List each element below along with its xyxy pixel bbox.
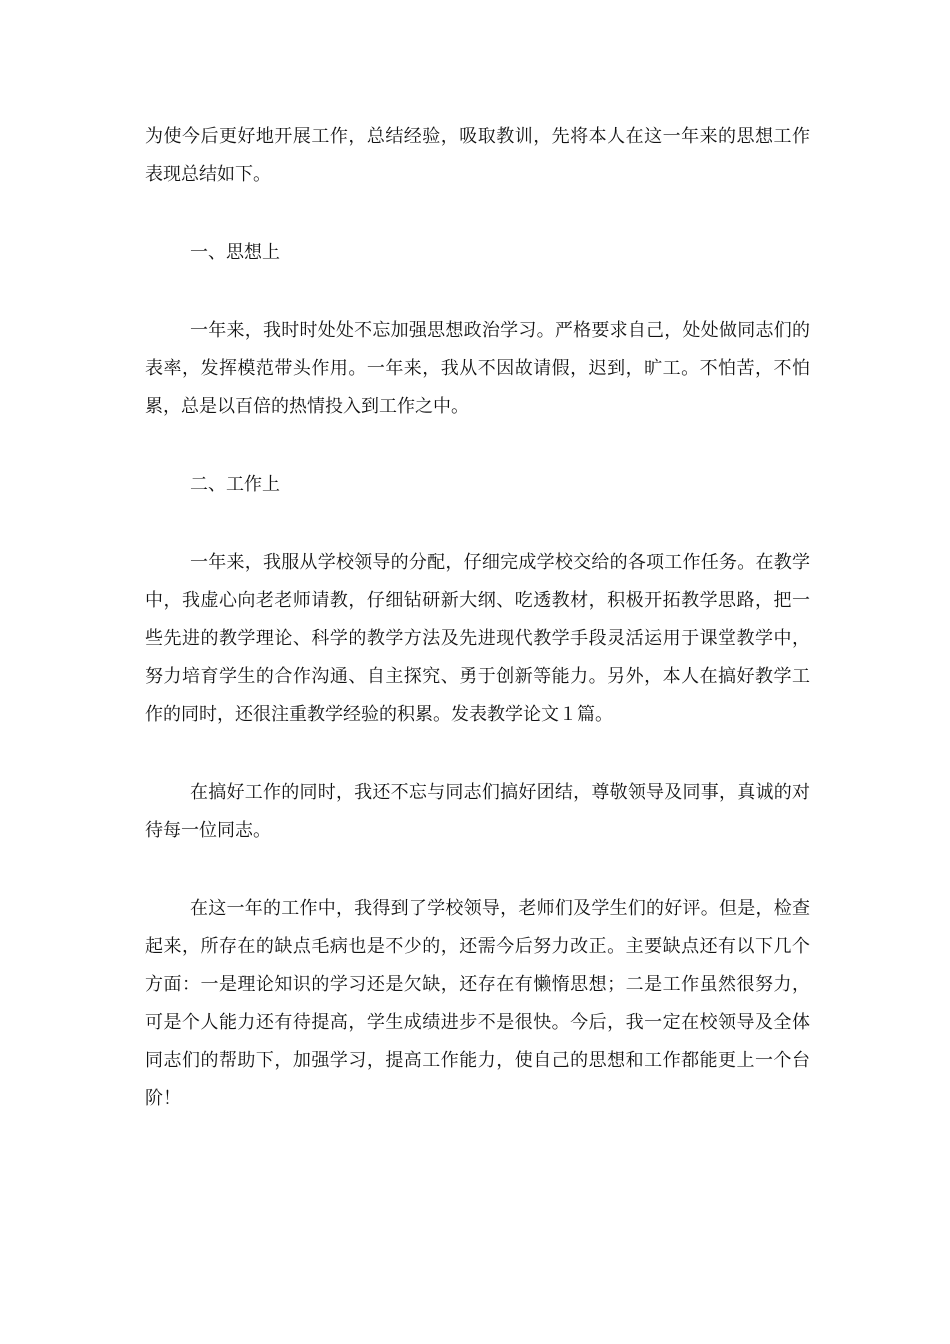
conclusion-paragraph: 在这一年的工作中，我得到了学校领导，老师们及学生们的好评。但是，检查起来，所存在的缺点毛病也是不少的，还需今后努力改正。主要缺点还有以下几个方面：一是理论知识的学习还是欠缺，还存在有懒惰思想；二是工作虽然很努力，可是个人能力还有待提高，学生成绩进步不是很快。今后，我一定在校领导及全体同志们的帮助下，加强学习，提高工作能力，使自己的思想和工作都能更上一个台阶！	[145, 898, 810, 1109]
section-body-thought: 一年来，我时时处处不忘加强思想政治学习。严格要求自己，处处做同志们的表率，发挥模范带头作用。一年来，我从不因故请假，迟到，旷工。不怕苦，不怕累，总是以百倍的热情投入到工作之中。	[145, 320, 810, 417]
unity-paragraph: 在搞好工作的同时，我还不忘与同志们搞好团结，尊敬领导及同事，真诚的对待每一位同志。	[145, 782, 810, 841]
document-page	[145, 118, 810, 1158]
intro-paragraph: 为使今后更好地开展工作，总结经验，吸取教训，先将本人在这一年来的思想工作表现总结如下。	[145, 126, 810, 185]
section-body-work: 一年来，我服从学校领导的分配，仔细完成学校交给的各项工作任务。在教学中，我虚心向老老师请教，仔细钻研新大纲、吃透教材，积极开拓教学思路，把一些先进的教学理论、科学的教学方法及先进现代教学手段灵活运用于课堂教学中，努力培育学生的合作沟通、自主探究、勇于创新等能力。另外，本人在搞好教学工作的同时，还很注重教学经验的积累。发表教学论文１篇。	[145, 552, 810, 725]
section-heading-thought: 一、思想上	[190, 242, 280, 263]
section-heading-work: 二、工作上	[190, 474, 280, 495]
